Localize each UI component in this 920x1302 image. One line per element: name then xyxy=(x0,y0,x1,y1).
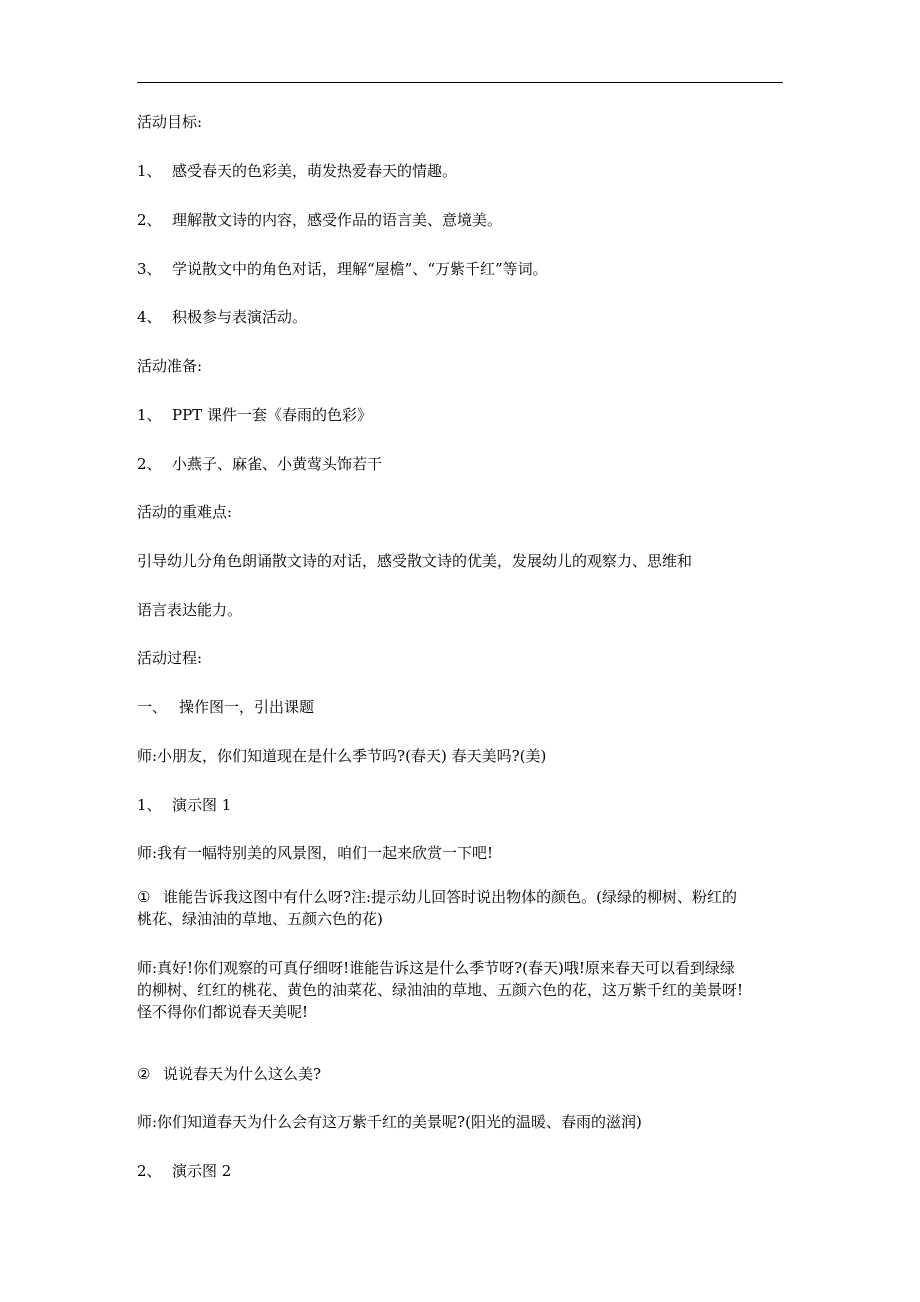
paragraph-line: 师:真好!你们观察的可真仔细呀!谁能告诉这是什么季节呀?(春天)哦!原来春天可以看到绿绿 xyxy=(137,959,735,977)
item-number: 1、 xyxy=(137,162,162,180)
objectives-heading: 活动目标: xyxy=(137,113,203,131)
demo-step xyxy=(137,794,787,816)
item-text: 演示图 2 xyxy=(172,1162,232,1180)
item-text: 感受春天的色彩美，萌发热爱春天的情趣。 xyxy=(172,162,458,180)
step-text: 操作图一，引出课题 xyxy=(179,698,315,716)
paragraph-line: 怪不得你们都说春天美呢! xyxy=(137,1003,309,1021)
preparation-heading: 活动准备: xyxy=(137,357,203,375)
circled-marker: ① xyxy=(137,888,151,906)
preparation-item xyxy=(137,453,787,475)
objective-item xyxy=(137,209,787,231)
keypoints-text-line: 引导幼儿分角色朗诵散文诗的对话，感受散文诗的优美，发展幼儿的观察力、思维和 xyxy=(137,552,693,570)
process-heading: 活动过程: xyxy=(137,649,203,667)
preparation-item xyxy=(137,404,787,426)
question-item xyxy=(137,1063,787,1085)
objective-item xyxy=(137,160,787,182)
item-text: 学说散文中的角色对话，理解“屋檐”、“万紫千红”等词。 xyxy=(172,260,548,278)
item-text: 说说春天为什么这么美? xyxy=(163,1065,322,1083)
item-text: 积极参与表演活动。 xyxy=(172,308,308,326)
item-number: 2、 xyxy=(137,455,162,473)
paragraph-line: 的柳树、红红的桃花、黄色的油菜花、绿油油的草地、五颜六色的花，这万紫千红的美景呀! xyxy=(137,981,744,999)
item-number: 1、 xyxy=(137,406,162,424)
question-paragraph xyxy=(137,886,787,930)
paragraph-line: 桃花、绿油油的草地、五颜六色的花) xyxy=(137,910,383,928)
keypoints-text-line: 语言表达能力。 xyxy=(137,601,243,619)
step-number: 一、 xyxy=(137,698,168,716)
demo-step xyxy=(137,1160,787,1182)
item-number: 2、 xyxy=(137,1162,162,1180)
paragraph-line xyxy=(137,886,787,908)
objective-item xyxy=(137,258,787,280)
teacher-line: 师:小朋友，你们知道现在是什么季节吗?(春天) 春天美吗?(美) xyxy=(137,747,547,765)
item-text: 演示图 1 xyxy=(172,796,232,814)
item-number: 1、 xyxy=(137,796,162,814)
paragraph-text: 谁能告诉我这图中有什么呀?注:提示幼儿回答时说出物体的颜色。(绿绿的柳树、粉红的 xyxy=(163,888,737,906)
teacher-paragraph xyxy=(137,957,787,1023)
item-text: PPT 课件一套《春雨的色彩》 xyxy=(172,406,372,424)
keypoints-heading: 活动的重难点: xyxy=(137,503,233,521)
header-rule xyxy=(137,82,783,83)
objective-item xyxy=(137,306,787,328)
teacher-line: 师:你们知道春天为什么会有这万紫千红的美景呢?(阳光的温暖、春雨的滋润) xyxy=(137,1113,642,1131)
item-text: 理解散文诗的内容，感受作品的语言美、意境美。 xyxy=(172,211,503,229)
step-one xyxy=(137,696,787,718)
item-number: 3、 xyxy=(137,260,162,278)
teacher-line: 师:我有一幅特别美的风景图，咱们一起来欣赏一下吧! xyxy=(137,844,494,862)
circled-marker: ② xyxy=(137,1065,151,1083)
item-number: 4、 xyxy=(137,308,162,326)
item-text: 小燕子、麻雀、小黄莺头饰若干 xyxy=(172,455,383,473)
item-number: 2、 xyxy=(137,211,162,229)
